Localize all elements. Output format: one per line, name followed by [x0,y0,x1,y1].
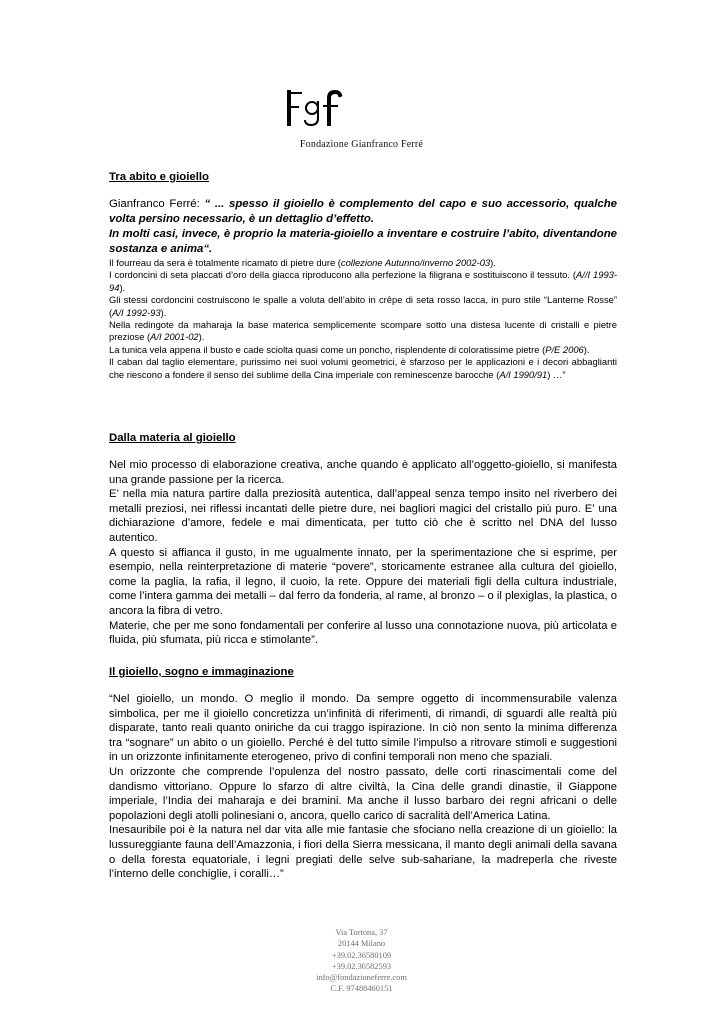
paragraph: E’ nella mia natura partire dalla preziosità autentica, dall’appeal senza tempo insito nel riverbero dei metalli preziosi, nei riflessi incantati delle pietre dure, nei bagliori magici del cristallo più puro. E’ una dichiarazione d’amore, fedele e mai dimenticata, per tutto ciò che è scritto nel DNA del lusso autentico. [109,488,617,544]
footer-email: info@fondazioneferre.com [316,973,407,983]
paragraph: Gli stessi cordoncini costruiscono le spalle a voluta dell’abito in crêpe di seta rosso lacca, in puro stile “Lanterne Rosse” (A/I 1992-93). [109,294,617,318]
quote-text-1: “ ... spesso il gioiello è complemento del capo e suo accessorio, qualche volta persino necessario, è un dettaglio d’effetto. [109,198,617,225]
paragraph: Nel mio processo di elaborazione creativa, anche quando è applicato all’oggetto-gioiello, si manifesta una grande passione per la ricerca. [109,459,617,486]
paragraph: “Nel gioiello, un mondo. O meglio il mondo. Da sempre oggetto di incommensurabile valenza simbolica, per me il gioiello concretizza un’infinità di riferimenti, di rimandi, di sguardi alle realtà più disparate, tanto reali quanto oniriche da cui traggo ispirazione. In ciò non sento la minima differenza tra “sognare” un abito o un gioiello. Perché è del tutto simile l’impulso a ritrovare stimoli e suggestioni in un orizzonte infinitamente eterogeneo, privo di confini temporali non meno che spaziali. [109,693,617,764]
paragraph: Un orizzonte che comprende l’opulenza del nostro passato, delle corti rinascimentali come del dandismo vittoriano. Oppure lo sfarzo di altre civiltà, la Cina delle grandi dinastie, il Giappone imperiale, l’India dei maharaja e dei bramini. Ma anche il lusso barbaro dei regni africani o delle popolazioni degli atolli polinesiani o, ancora, quello carico di sacralità dell’America Latina. [109,765,617,822]
fgf-monogram-icon [285,88,345,128]
paragraph: Materie, che per me sono fondamentali per conferire al lusso una connotazione nuova, più articolata e fluida, più sfumata, più ricca e stimolante”. [109,619,617,647]
footer-city: 20144 Milano [337,939,386,949]
footer-tax-code: C.F. 97488460151 [330,984,393,994]
paragraph: Il caban dal taglio elementare, purissimo nei suoi volumi geometrici, è sfarzoso per le applicazioni e i decori abbaglianti che riescono a fondere il senso del sublime della Cina imperiale con reminescenze barocche (A/I 1990/91) …” [109,356,617,380]
paragraph: Inesauribile poi è la natura nel dar vita alle mie fantasie che sfociano nella creazione di un gioiello: la lussureggiante fauna dell’Amazzonia, i fiori della Sierra messicana, il manto degli animali della savana o della foresta equatoriale, i legni pregiati delle selve sub-sahariane, la madreperla che riveste l’interno delle conchiglie, i coralli…” [109,824,617,881]
section-il-gioiello-sogno-e-immaginazione [109,666,617,882]
paragraph: Il fourreau da sera è totalmente ricamato di pietre dure (collezione Autunno/inverno 2002-03). [109,257,496,268]
footer-phone: +39.02.36580109 [331,950,392,960]
quote-author: Gianfranco Ferré: [109,198,205,210]
organization-name: Fondazione Gianfranco Ferré [299,139,424,150]
section-heading: Il gioiello, sogno e immaginazione [109,666,294,678]
footer-address [0,927,723,995]
quote-text-2: In molti casi, invece, è proprio la materia-gioiello a inventare e costruire l’abito, diventandone sostanza e anima“. [109,228,617,255]
footer-fax: +39.02.36582593 [331,961,392,971]
paragraph: A questo si affianca il gusto, in me ugualmente innato, per la sperimentazione che si esprime, per esempio, nella reinterpretazione di materie “povere”, storicamente estranee alla cultura del gioiello, come la paglia, la rafia, il legno, il cuoio, la rete. Oppure dei materiali figli della cultura industriale, come l’intera gamma dei metalli – dal ferro da fonderia, al rame, al bronzo – o il plexiglas, la plastica, o ancora la fibra di vetro. [109,546,617,617]
paragraph: La tunica vela appena il busto e cade sciolta quasi come un poncho, risplendente di coloratissime pietre (P/E 2006). [109,343,590,355]
section-heading: Dalla materia al gioiello [109,432,236,444]
paragraph: I cordoncini di seta placcati d’oro della giacca riproducono alla perfezione la filigrana e sostituiscono il tessuto. (A//I 1993-94). [109,269,617,293]
lead-quote [109,197,617,257]
section-tra-abito-e-gioiello [109,171,617,381]
paragraph: Nella redingote da maharaja la base materica semplicemente scompare sotto una distesa lucente di cristalli e pietre preziose (A/I 2001-02). [109,319,617,343]
section-dalla-materia-al-gioiello [109,432,617,648]
footer-street: Via Tortona, 37 [335,928,388,937]
section-heading: Tra abito e gioiello [109,171,210,183]
